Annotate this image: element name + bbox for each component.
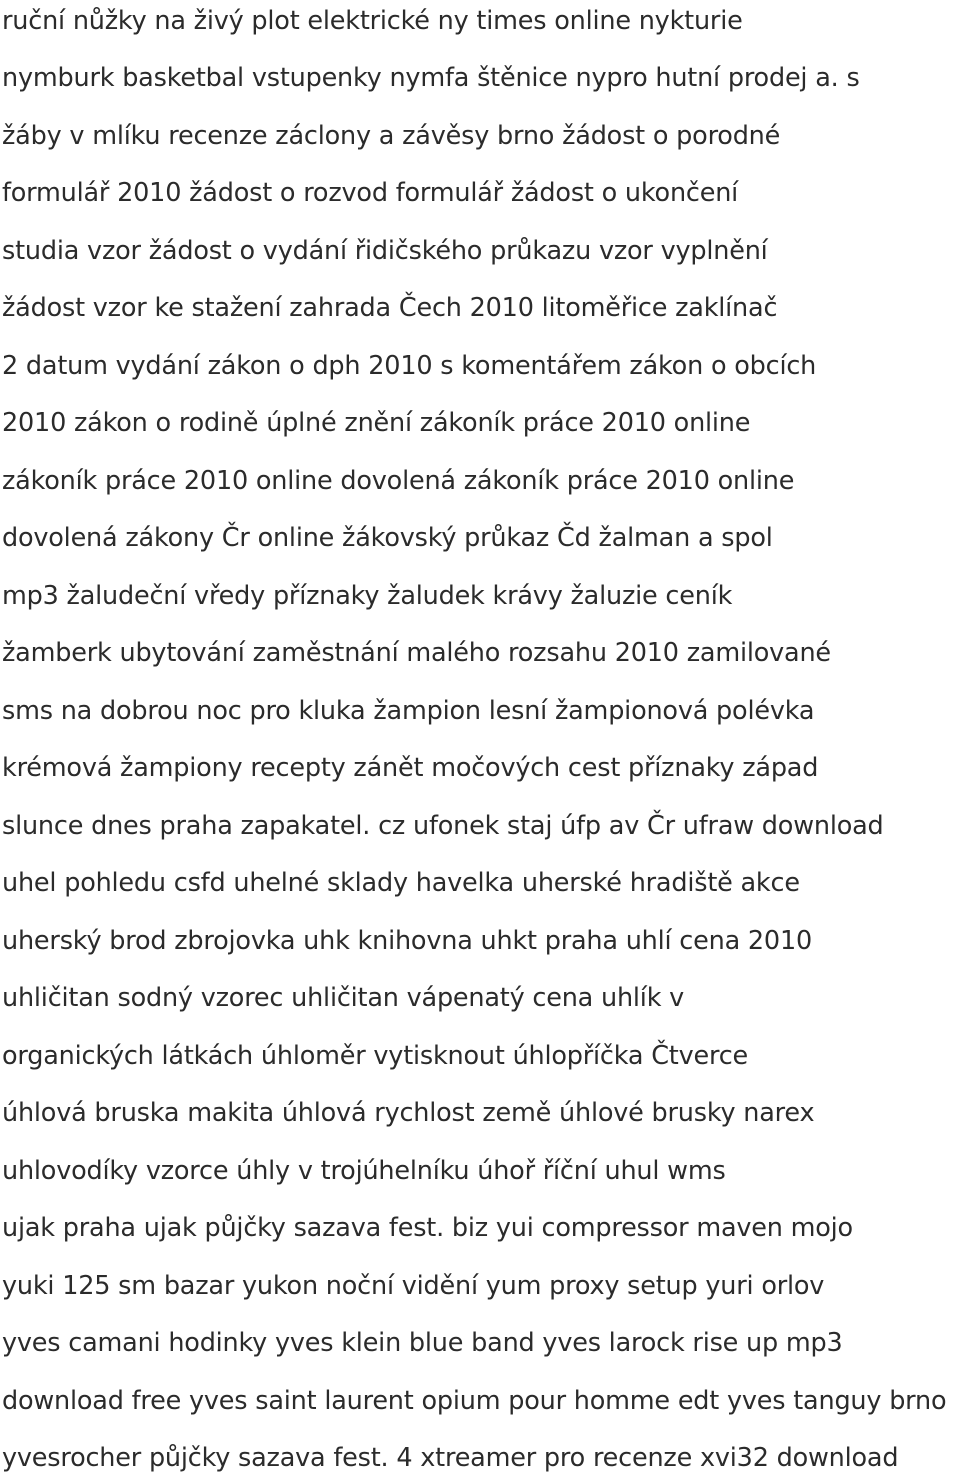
text-line-18: uhličitan sodný vzorec uhličitan vápenatý cena uhlík v xyxy=(2,983,685,1013)
text-line-13: sms na dobrou noc pro kluka žampion lesní žampionová polévka xyxy=(2,696,815,726)
text-line-12: žamberk ubytování zaměstnání malého rozsahu 2010 zamilované xyxy=(2,638,831,668)
text-line-17: uherský brod zbrojovka uhk knihovna uhkt praha uhlí cena 2010 xyxy=(2,926,813,956)
text-line-1: ruční nůžky na živý plot elektrické ny times online nykturie xyxy=(2,6,743,36)
text-line-21: uhlovodíky vzorce úhly v trojúhelníku úhoř říční uhul wms xyxy=(2,1156,726,1186)
text-line-24: yves camani hodinky yves klein blue band yves larock rise up mp3 xyxy=(2,1328,843,1358)
text-line-2: nymburk basketbal vstupenky nymfa štěnice nypro hutní prodej a. s xyxy=(2,63,860,93)
text-line-7: 2 datum vydání zákon o dph 2010 s komentářem zákon o obcích xyxy=(2,351,817,381)
text-line-16: uhel pohledu csfd uhelné sklady havelka uherské hradiště akce xyxy=(2,868,800,898)
text-line-22: ujak praha ujak půjčky sazava fest. biz yui compressor maven mojo xyxy=(2,1213,853,1243)
text-line-10: dovolená zákony Čr online žákovský průkaz Čd žalman a spol xyxy=(2,523,773,553)
text-line-6: žádost vzor ke stažení zahrada Čech 2010 litoměřice zaklínač xyxy=(2,293,778,323)
text-line-9: zákoník práce 2010 online dovolená zákoník práce 2010 online xyxy=(2,466,795,496)
text-line-25: download free yves saint laurent opium pour homme edt yves tanguy brno xyxy=(2,1386,947,1416)
text-line-14: krémová žampiony recepty zánět močových cest příznaky západ xyxy=(2,753,819,783)
text-line-15: slunce dnes praha zapakatel. cz ufonek staj úfp av Čr ufraw download xyxy=(2,811,884,841)
text-line-20: úhlová bruska makita úhlová rychlost země úhlové brusky narex xyxy=(2,1098,815,1128)
text-line-4: formulář 2010 žádost o rozvod formulář žádost o ukončení xyxy=(2,178,739,208)
text-line-3: žáby v mlíku recenze záclony a závěsy brno žádost o porodné xyxy=(2,121,781,151)
text-line-11: mp3 žaludeční vředy příznaky žaludek krávy žaluzie ceník xyxy=(2,581,733,611)
text-line-8: 2010 zákon o rodině úplné znění zákoník práce 2010 online xyxy=(2,408,751,438)
text-line-5: studia vzor žádost o vydání řidičského průkazu vzor vyplnění xyxy=(2,236,768,266)
text-line-23: yuki 125 sm bazar yukon noční vidění yum proxy setup yuri orlov xyxy=(2,1271,825,1301)
text-line-26: yvesrocher půjčky sazava fest. 4 xtreamer pro recenze xvi32 download xyxy=(2,1443,899,1473)
text-line-19: organických látkách úhloměr vytisknout úhlopříčka Čtverce xyxy=(2,1041,749,1071)
